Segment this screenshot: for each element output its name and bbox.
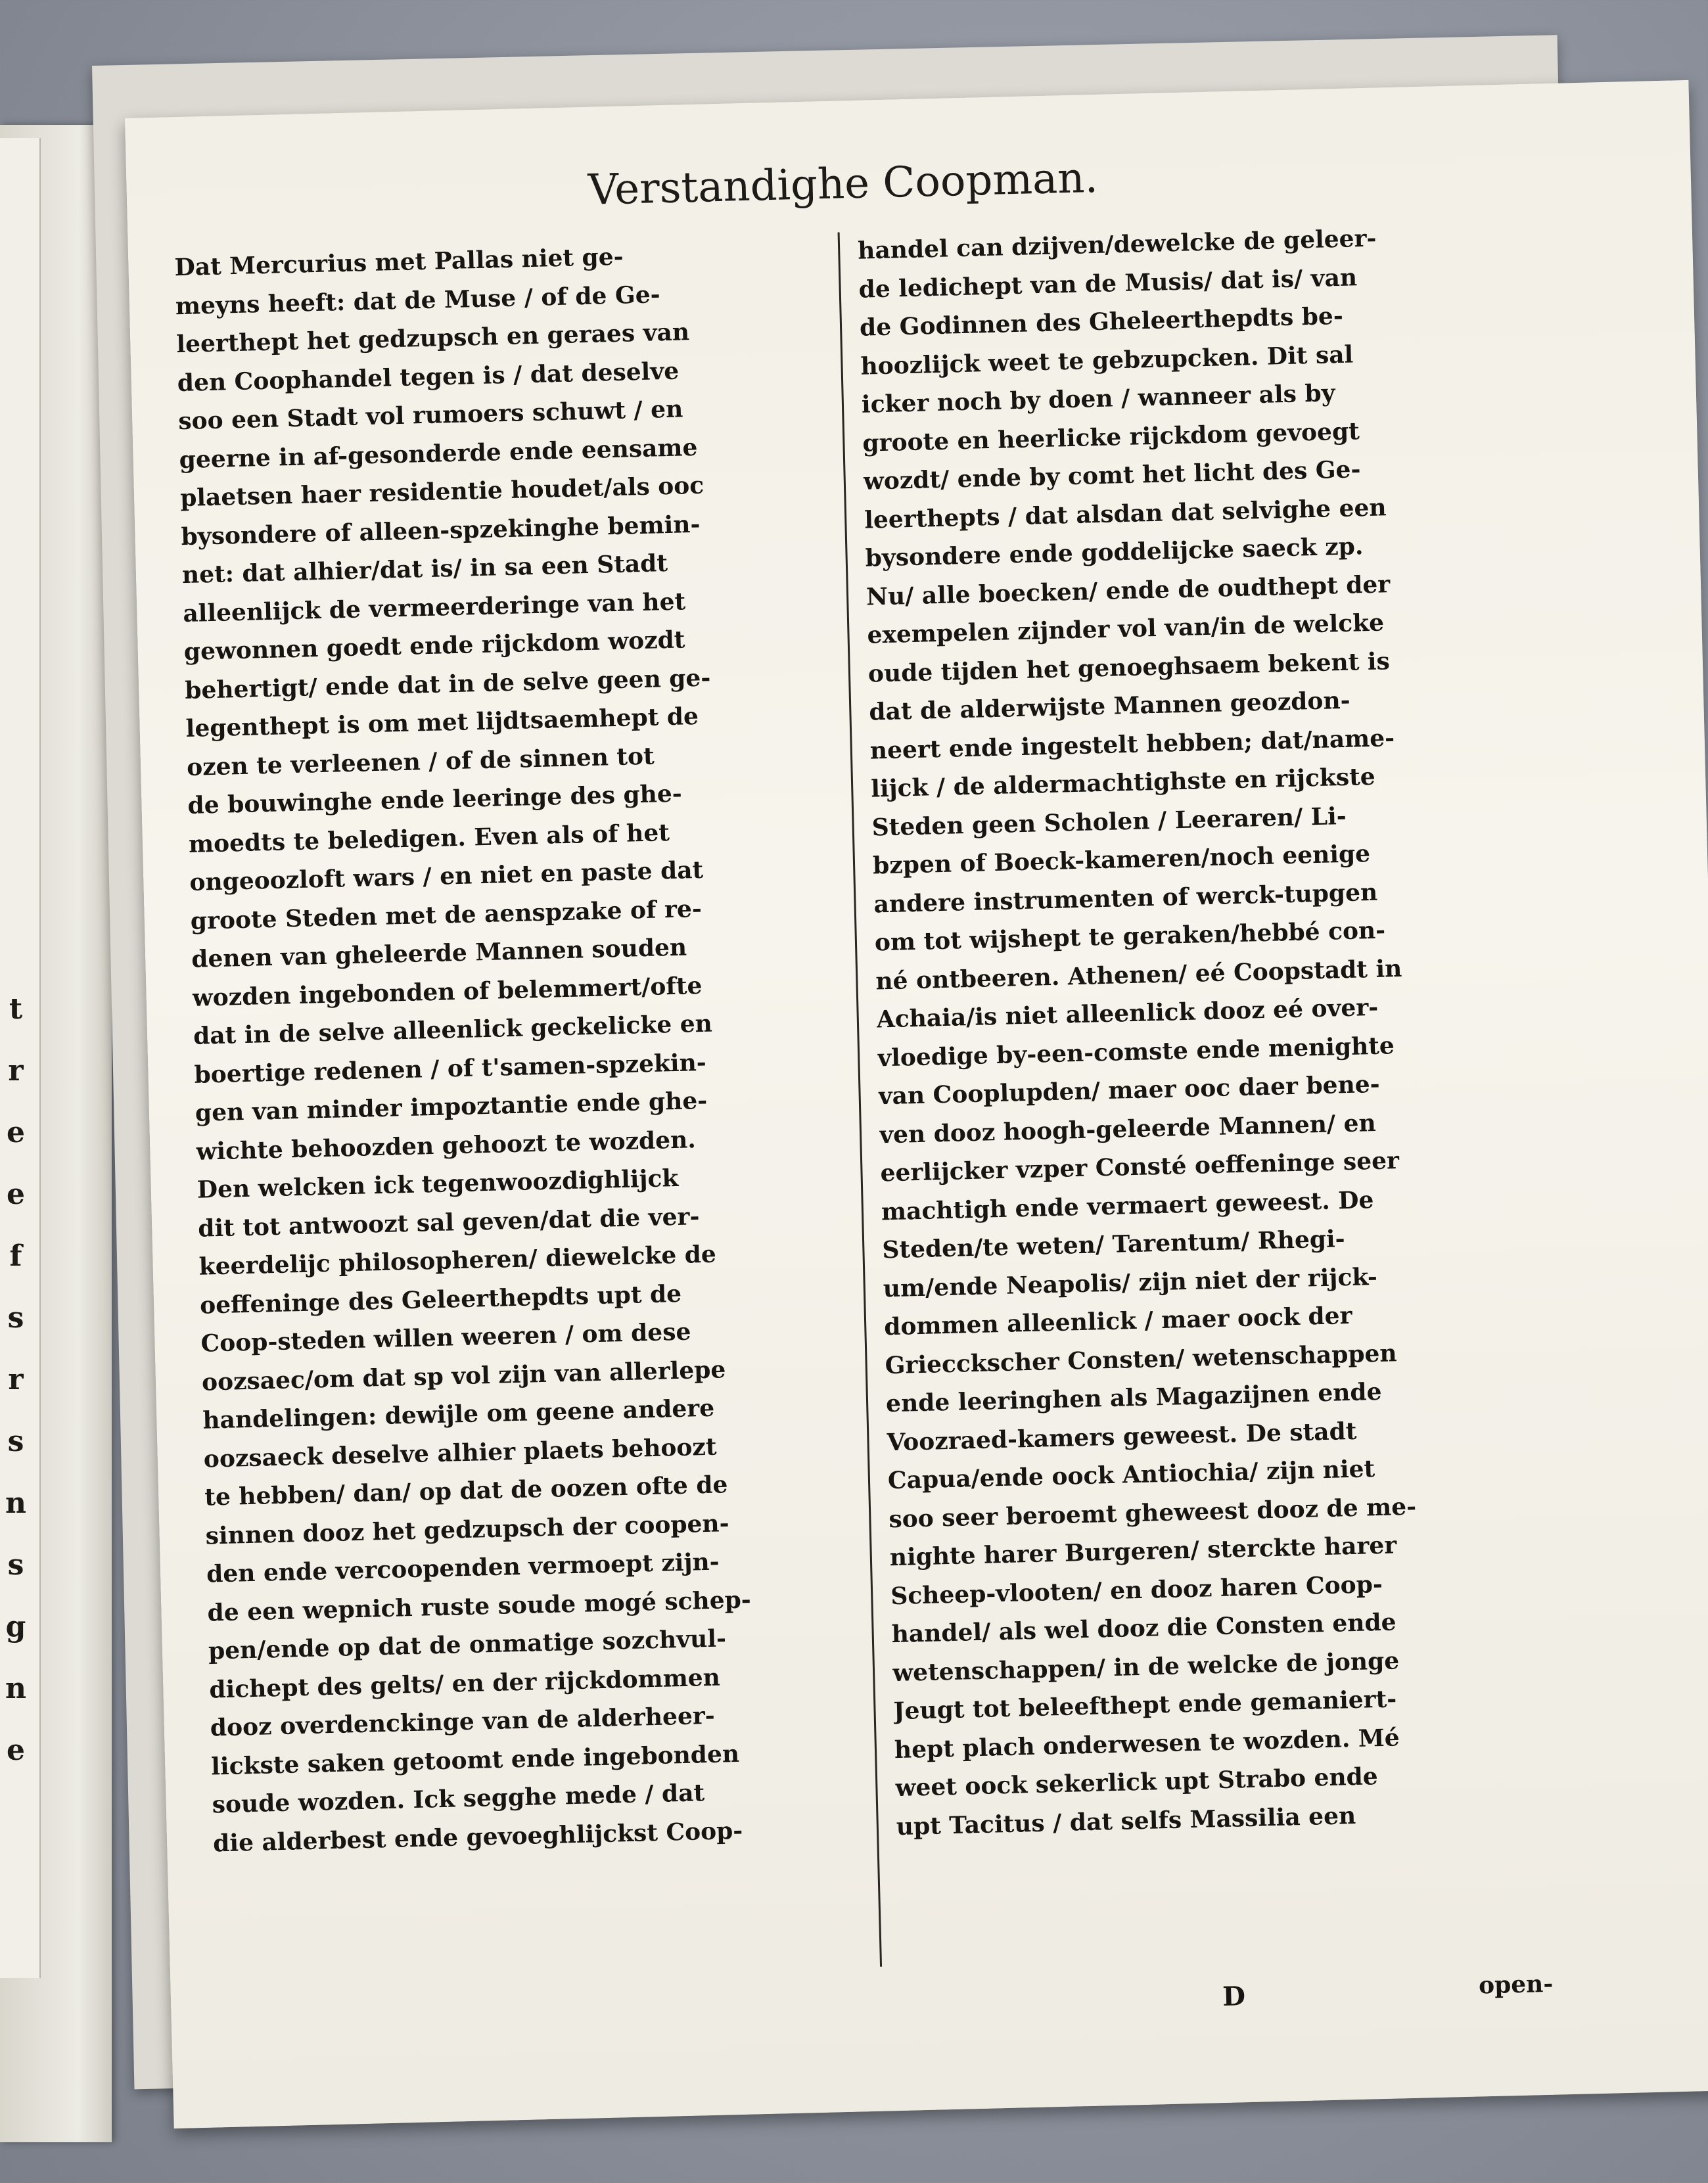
text-line: Voozraed-kamers geweest. De stadt: [887, 1417, 1357, 1456]
text-line: upt Tacitus / dat selfs Massilia een: [896, 1801, 1356, 1841]
book-page: [125, 80, 1708, 2128]
left-page-letter: n: [5, 1672, 26, 1705]
text-line: Capua/ende oock Antiochia/ zijn niet: [887, 1455, 1375, 1495]
text-line: dit tot antwoozt sal geven/dat die ver-: [197, 1202, 700, 1243]
text-line: legenthept is om met lijdtsaemhept de: [185, 702, 699, 743]
left-page-letter: s: [7, 1425, 24, 1458]
text-line: ozen te verleenen / of de sinnen tot: [186, 742, 655, 781]
text-line: hoozlijck weet te gebzupcken. Dit sal: [860, 340, 1354, 380]
text-line: meyns heeft: dat de Muse / of de Ge-: [175, 280, 661, 320]
text-line: lickste saken getoomt ende ingebonden: [210, 1739, 740, 1781]
text-line: nighte harer Burgeren/ sterckte harer: [889, 1531, 1397, 1572]
left-page-letter: r: [8, 1054, 24, 1088]
text-line: de ledichept van de Musis/ dat is/ van: [858, 263, 1358, 304]
text-line: lijck / de aldermachtighste en rijckste: [870, 762, 1376, 803]
catchword: open-: [1478, 1969, 1554, 2000]
text-line: wozden ingebonden of belemmert/ofte: [192, 971, 703, 1012]
text-line: Scheep-vlooten/ en dooz haren Coop-: [890, 1570, 1383, 1610]
left-page-letter: e: [7, 1734, 25, 1767]
text-line: vloedige by-een-comste ende menighte: [877, 1031, 1395, 1072]
text-line: wetenschappen/ in de welcke de jonge: [892, 1646, 1400, 1687]
text-line: andere instrumenten of werck-tupgen: [873, 878, 1378, 919]
text-line: ven dooz hoogh-geleerde Mannen/ en: [879, 1109, 1377, 1149]
text-line: weet oock sekerlick upt Strabo ende: [894, 1762, 1379, 1803]
text-line: dat in de selve alleenlick geckelicke en: [193, 1009, 713, 1050]
text-line: behertigt/ ende dat in de selve geen ge-: [184, 663, 711, 704]
left-page-letter: t: [9, 992, 23, 1026]
text-line: Griecckscher Consten/ wetenschappen: [885, 1339, 1398, 1379]
text-line: de bouwinghe ende leeringe des ghe-: [187, 779, 683, 819]
left-page-letter: s: [7, 1301, 24, 1335]
text-line: denen van gheleerde Mannen souden: [191, 933, 687, 973]
text-line: Steden/te weten/ Tarentum/ Rhegi-: [881, 1225, 1346, 1264]
text-line: net: dat alhier/dat is/ in sa een Stadt: [181, 549, 668, 589]
text-line: leerthepts / dat alsdan dat selvighe een: [864, 493, 1387, 534]
text-line: oozsaec/om dat sp vol zijn van allerlepe: [201, 1355, 726, 1396]
text-line: bysondere ende goddelijcke saeck zp.: [865, 532, 1364, 572]
left-page-letter: s: [7, 1548, 24, 1582]
text-line: de een wepnich ruste soude mogé schep-: [207, 1585, 752, 1627]
text-line: ende leeringhen als Magazijnen ende: [885, 1377, 1382, 1418]
left-page-letter: e: [7, 1116, 25, 1149]
text-line: de Godinnen des Gheleerthepdts be-: [859, 302, 1344, 342]
text-line: Steden geen Scholen / Leeraren/ Li-: [871, 802, 1347, 842]
text-line: sinnen dooz het gedzupsch der coopen-: [205, 1509, 729, 1550]
text-line: dat de alderwijste Mannen geozdon-: [868, 686, 1351, 726]
text-line: te hebben/ dan/ op dat de oozen ofte de: [204, 1471, 728, 1511]
text-line: geerne in af-gesonderde ende eensame: [179, 433, 698, 474]
text-line: boertige redenen / of t'samen-spzekin-: [194, 1048, 707, 1089]
text-line: neert ende ingestelt hebben; dat/name-: [869, 724, 1395, 765]
text-line: soo seer beroemt gheweest dooz de me-: [888, 1492, 1417, 1533]
text-line: wichte behoozden gehoozt te wozden.: [195, 1125, 697, 1166]
text-line: gen van minder impoztantie ende ghe-: [195, 1086, 708, 1127]
text-line: oeffeninge des Geleerthepdts upt de: [199, 1279, 682, 1320]
text-line: Jeugt tot beleefthept ende gemaniert-: [893, 1685, 1397, 1726]
left-page-letter: e: [7, 1178, 25, 1211]
text-line: um/ende Neapolis/ zijn niet der rijck-: [883, 1262, 1378, 1302]
text-line: Achaia/is niet alleenlick dooz eé over-: [876, 993, 1379, 1034]
running-head: Verstandighe Coopman.: [587, 153, 1099, 215]
text-line: Coop-steden willen weeren / om dese: [200, 1318, 691, 1358]
text-line: soo een Stadt vol rumoers schuwt / en: [177, 395, 683, 436]
text-line: Nu/ alle boecken/ ende de oudthept der: [866, 570, 1391, 611]
text-line: alleenlijck de vermeerderinge van het: [182, 587, 686, 628]
text-line: oozsaeck deselve alhier plaets behoozt: [203, 1433, 717, 1473]
left-page-letter: r: [8, 1363, 24, 1396]
text-line: handelingen: dewijle om geene andere: [202, 1394, 715, 1435]
text-line: Den welcken ick tegenwoozdighlijck: [196, 1164, 679, 1204]
left-page-letter: n: [5, 1486, 26, 1520]
text-line: oude tijden het genoeghsaem bekent is: [867, 647, 1391, 688]
text-line: dichept des gelts/ en der rijckdommen: [208, 1663, 721, 1704]
text-line: hept plach onderwesen te wozden. Mé: [894, 1723, 1400, 1764]
text-line: keerdelijc philosopheren/ diewelcke de: [198, 1240, 717, 1281]
text-line: den ende vercoopenden vermoept zijn-: [206, 1548, 720, 1588]
signature-mark: D: [1222, 1981, 1246, 2013]
text-line: icker noch by doen / wanneer als by: [861, 379, 1336, 419]
left-page-visible-letters: [3, 992, 29, 1795]
text-line: om tot wijshept te geraken/hebbé con-: [874, 916, 1386, 957]
text-line: groote en heerlicke rijckdom gevoegt: [862, 417, 1360, 457]
text-line: van Cooplupden/ maer ooc daer bene-: [878, 1070, 1381, 1111]
text-line: dooz overdenckinge van de alderheer-: [210, 1701, 716, 1742]
text-line: machtigh ende vermaert geweest. De: [881, 1185, 1374, 1226]
left-page-letter: f: [9, 1239, 22, 1273]
text-line: groote Steden met de aenspzake of re-: [190, 894, 703, 935]
text-line: handel/ als wel dooz die Consten ende: [891, 1608, 1396, 1649]
text-line: leerthept het gedzupsch en geraes van: [175, 318, 690, 359]
text-line: soude wozden. Ick segghe mede / dat: [212, 1779, 705, 1819]
text-line: gewonnen goedt ende rijckdom wozdt: [183, 626, 685, 666]
text-line: ongeoozloft wars / en niet en paste dat: [189, 856, 704, 896]
text-line: né ontbeeren. Athenen/ eé Coopstadt in: [875, 954, 1402, 995]
text-line: plaetsen haer residentie houdet/als ooc: [179, 471, 704, 513]
left-page-letter: g: [5, 1610, 26, 1643]
text-line: eerlijcker vzper Consté oeffeninge seer: [880, 1147, 1400, 1187]
left-page-strip: [0, 138, 41, 1978]
text-line: exempelen zijnder vol van/in de welcke: [867, 609, 1385, 649]
text-line: Dat Mercurius met Pallas niet ge-: [174, 242, 624, 282]
left-text-column: [174, 233, 864, 1862]
text-line: pen/ende op dat de onmatige sozchvul-: [208, 1624, 727, 1665]
text-line: die alderbest ende gevoeghlijckst Coop-: [212, 1816, 743, 1857]
right-text-column: [858, 216, 1548, 1846]
text-line: bzpen of Boeck-kameren/noch eenige: [872, 840, 1371, 880]
text-line: handel can dzijven/dewelcke de geleer-: [857, 224, 1377, 265]
text-line: bysondere of alleen-spzekinghe bemin-: [181, 510, 701, 551]
text-line: moedts te beledigen. Even als of het: [188, 818, 670, 858]
text-line: den Coophandel tegen is / dat deselve: [177, 357, 680, 397]
text-line: dommen alleenlick / maer oock der: [883, 1301, 1352, 1341]
text-line: wozdt/ ende by comt het licht des Ge-: [863, 455, 1361, 495]
